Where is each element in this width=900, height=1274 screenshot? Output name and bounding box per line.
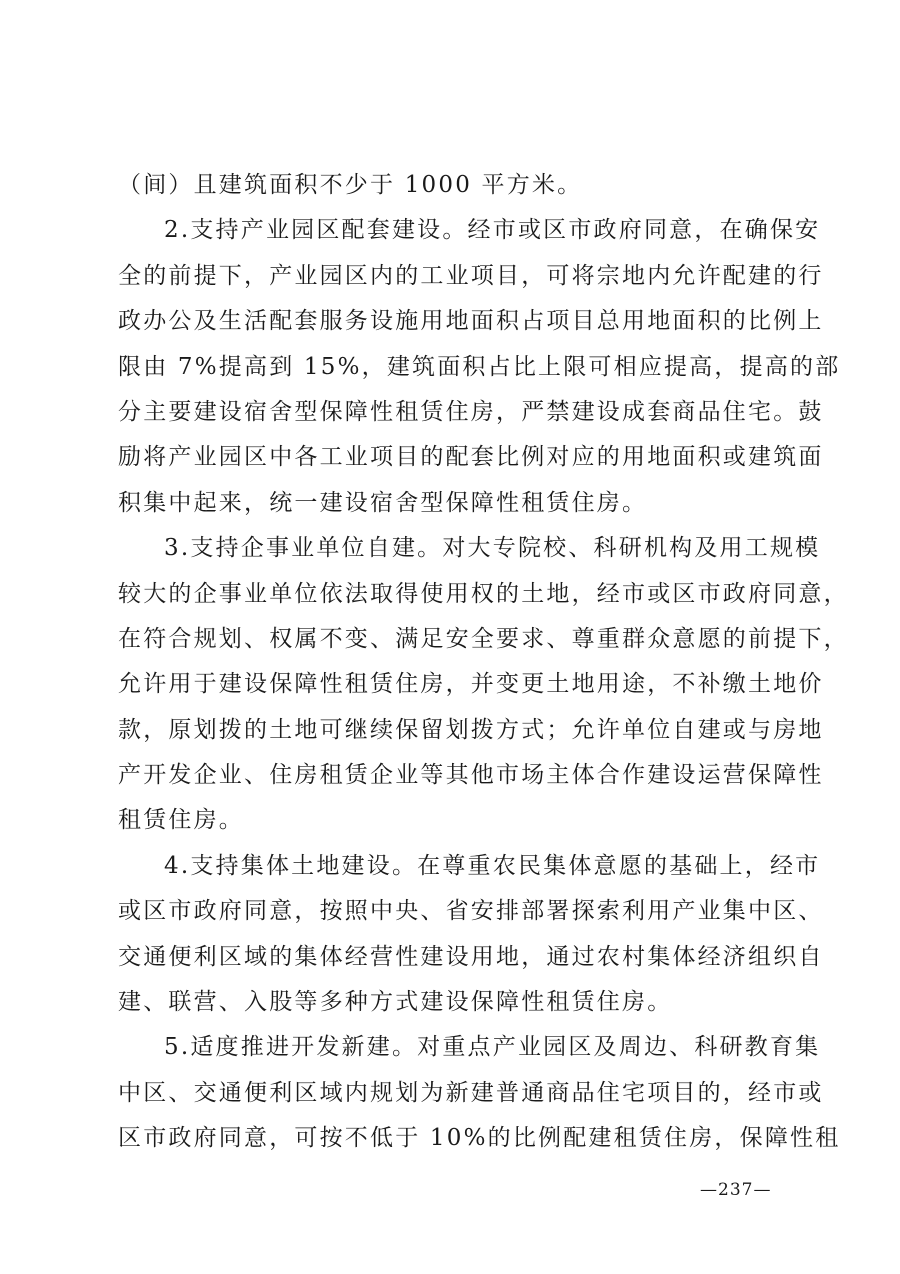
page-number: —237— — [700, 1180, 772, 1200]
paragraph-3-heading-line: 3.支持企事业单位自建。对大专院校、科研机构及用工规模 — [164, 535, 821, 562]
text-line: 限由 7%提高到 15%，建筑面积占比上限可相应提高，提高的部 — [118, 353, 841, 380]
document-body — [118, 163, 849, 1162]
text-line: （间）且建筑面积不少于 1000 平方米。 — [118, 172, 583, 198]
text-line: 或区市政府同意，按照中央、省安排部署探索利用产业集中区、 — [118, 898, 824, 925]
text-line: 产开发企业、住房租赁企业等其他市场主体合作建设运营保障性 — [118, 762, 824, 789]
paragraph-5-heading-line: 5.适度推进开发新建。对重点产业园区及周边、科研教育集 — [164, 1034, 821, 1061]
text-line: 租赁住房。 — [118, 807, 244, 834]
text-line: 在符合规划、权属不变、满足安全要求、尊重群众意愿的前提下， — [118, 625, 849, 652]
text-line: 积集中起来，统一建设宿舍型保障性租赁住房。 — [118, 489, 648, 516]
text-line: 建、联营、入股等多种方式建设保障性租赁住房。 — [118, 989, 673, 1016]
paragraph-4-heading-line: 4.支持集体土地建设。在尊重农民集体意愿的基础上，经市 — [164, 852, 821, 879]
text-line: 允许用于建设保障性租赁住房，并变更土地用途，不补缴土地价 — [118, 671, 824, 698]
text-line: 政办公及生活配套服务设施用地面积占项目总用地面积的比例上 — [118, 308, 824, 335]
paragraph-2-heading-line: 2.支持产业园区配套建设。经市或区市政府同意，在确保安 — [164, 217, 821, 244]
text-line: 交通便利区域的集体经营性建设用地，通过农村集体经济组织自 — [118, 943, 824, 970]
text-line: 区市政府同意，可按不低于 10%的比例配建租赁住房，保障性租 — [118, 1125, 841, 1152]
text-line: 中区、交通便利区域内规划为新建普通商品住宅项目的，经市或 — [118, 1079, 824, 1106]
text-line: 全的前提下，产业园区内的工业项目，可将宗地内允许配建的行 — [118, 262, 824, 289]
text-line: 励将产业园区中各工业项目的配套比例对应的用地面积或建筑面 — [118, 444, 824, 471]
text-line: 较大的企事业单位依法取得使用权的土地，经市或区市政府同意， — [118, 580, 849, 607]
text-line: 分主要建设宿舍型保障性租赁住房，严禁建设成套商品住宅。鼓 — [118, 398, 824, 425]
text-line: 款，原划拨的土地可继续保留划拨方式；允许单位自建或与房地 — [118, 716, 824, 743]
